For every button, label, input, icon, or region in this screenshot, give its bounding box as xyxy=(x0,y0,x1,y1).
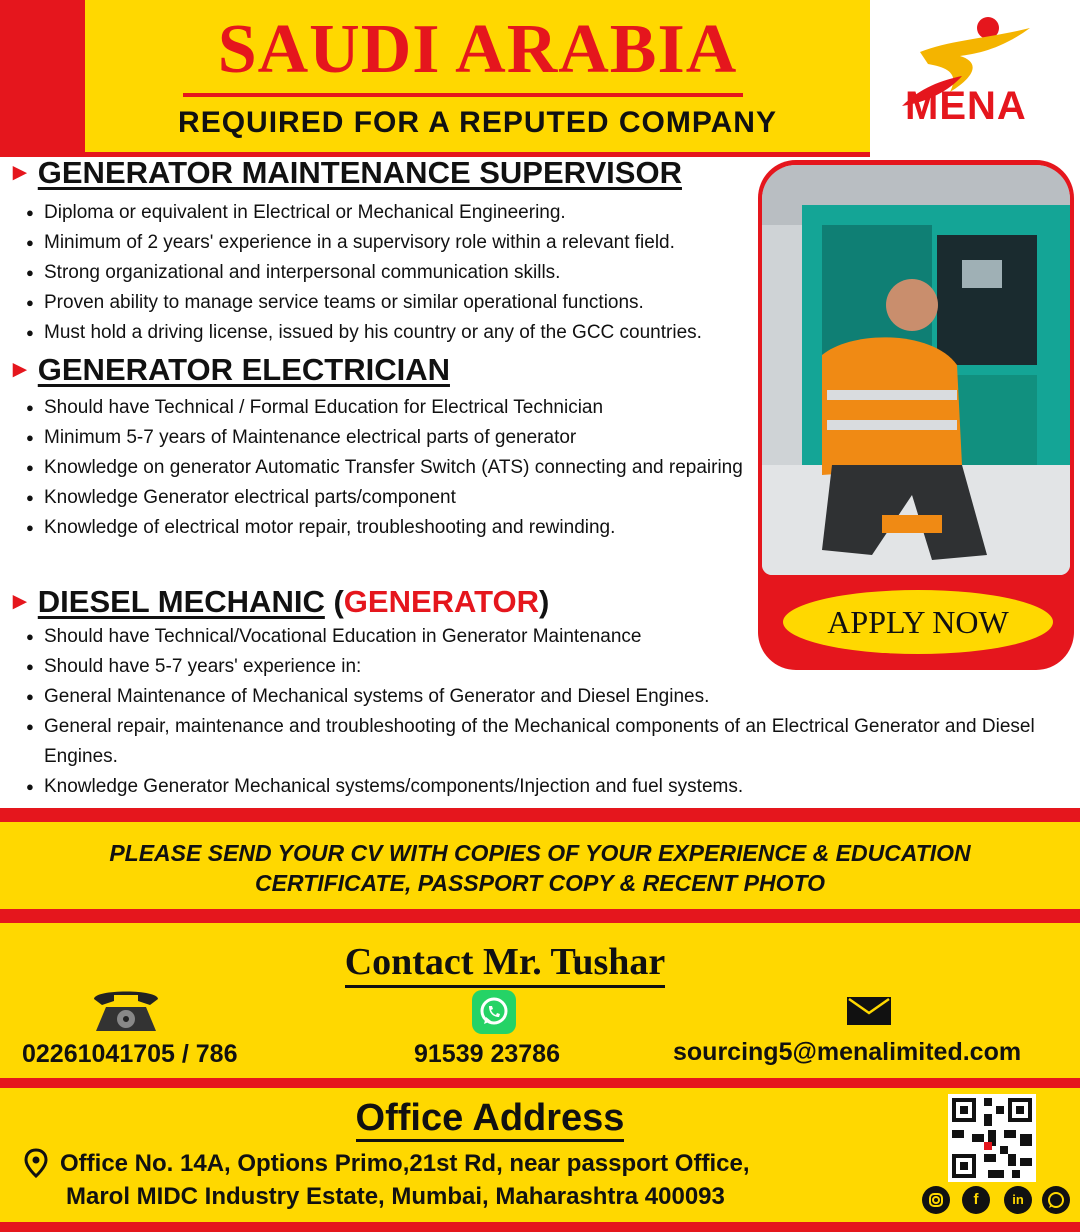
paren-close: ) xyxy=(539,584,550,619)
arrow-right-icon: ► xyxy=(8,159,32,186)
list-item: ● Knowledge on generator Automatic Transfer Switch (ATS) connecting and repairing xyxy=(26,453,746,483)
list-item: ● Minimum of 2 years' experience in a supervisory role within a relevant field. xyxy=(26,228,702,258)
envelope-icon xyxy=(846,996,892,1026)
supervisor-requirements xyxy=(26,198,702,348)
location-pin-icon xyxy=(24,1148,48,1178)
job-title-mechanic-highlight: GENERATOR xyxy=(343,584,539,619)
list-item: ● General repair, maintenance and troubleshooting of the Mechanical components of an Electrical Generator and Diesel Engines. xyxy=(26,712,1046,772)
arrow-right-icon: ► xyxy=(8,588,32,615)
generator-technician-photo xyxy=(762,165,1070,575)
page-subtitle: REQUIRED FOR A REPUTED COMPANY xyxy=(178,106,777,139)
office-address-line2: Marol MIDC Industry Estate, Mumbai, Maharashtra 400093 xyxy=(66,1183,725,1210)
office-title-text: Office Address xyxy=(356,1097,625,1142)
list-item: ● Should have Technical/Vocational Education in Generator Maintenance xyxy=(26,622,1046,652)
divider xyxy=(0,1078,1080,1088)
instagram-glyph-icon xyxy=(922,1186,950,1214)
divider xyxy=(0,909,1080,923)
contact-title xyxy=(0,940,1010,984)
list-item: ● Knowledge of electrical motor repair, troubleshooting and rewinding. xyxy=(26,513,746,543)
header-red-bar xyxy=(0,0,85,155)
office-address-line1: Office No. 14A, Options Primo,21st Rd, near passport Office, xyxy=(60,1150,750,1177)
footer-divider xyxy=(0,1222,1080,1232)
office-title xyxy=(0,1097,980,1140)
list-item: ● Diploma or equivalent in Electrical or Mechanical Engineering. xyxy=(26,198,702,228)
whatsapp-glyph-icon xyxy=(1042,1186,1070,1214)
job-title-mechanic xyxy=(8,584,549,620)
telephone-icon xyxy=(88,985,164,1035)
whatsapp-number[interactable]: 91539 23786 xyxy=(414,1040,560,1068)
instagram-icon[interactable] xyxy=(922,1186,950,1214)
cv-notice-line2: CERTIFICATE, PASSPORT COPY & RECENT PHOTO xyxy=(255,870,825,896)
divider xyxy=(0,808,1080,822)
list-item: ● Should have Technical / Formal Education for Electrical Technician xyxy=(26,393,746,423)
phone-number[interactable]: 02261041705 / 786 xyxy=(22,1040,238,1068)
job-title-mechanic-text: DIESEL MECHANIC xyxy=(37,584,325,619)
facebook-icon[interactable]: f xyxy=(962,1186,990,1214)
job-title-electrician xyxy=(8,352,450,388)
list-item: ● Knowledge Generator electrical parts/component xyxy=(26,483,746,513)
list-item: ● Must hold a driving license, issued by his country or any of the GCC countries. xyxy=(26,318,702,348)
arrow-right-icon: ► xyxy=(8,356,32,383)
job-title-supervisor xyxy=(8,155,682,191)
job-title-electrician-text: GENERATOR ELECTRICIAN xyxy=(37,352,450,387)
mena-logo-text: MENA xyxy=(905,84,1027,128)
list-item: ● Strong organizational and interpersonal communication skills. xyxy=(26,258,702,288)
apply-now-button[interactable]: APPLY NOW xyxy=(783,590,1053,654)
page-title: SAUDI ARABIA xyxy=(217,11,738,88)
contact-title-text: Contact Mr. Tushar xyxy=(345,941,666,988)
list-item: ● Minimum 5-7 years of Maintenance electrical parts of generator xyxy=(26,423,746,453)
cv-notice xyxy=(30,838,1050,898)
linkedin-icon[interactable]: in xyxy=(1004,1186,1032,1214)
qr-code-icon[interactable] xyxy=(948,1094,1036,1182)
whatsapp-icon xyxy=(472,990,516,1034)
title-underline xyxy=(183,93,743,97)
list-item: ● Should have 5-7 years' experience in: xyxy=(26,652,1046,682)
job-title-supervisor-text: GENERATOR MAINTENANCE SUPERVISOR xyxy=(37,155,682,190)
list-item: ● Knowledge Generator Mechanical systems/components/Injection and fuel systems. xyxy=(26,772,1046,802)
paren-open: ( xyxy=(333,584,344,619)
list-item: ● Proven ability to manage service teams or similar operational functions. xyxy=(26,288,702,318)
list-item: ● General Maintenance of Mechanical systems of Generator and Diesel Engines. xyxy=(26,682,1046,712)
cv-notice-line1: PLEASE SEND YOUR CV WITH COPIES OF YOUR EXPERIENCE & EDUCATION xyxy=(109,840,971,866)
email-address[interactable]: sourcing5@menalimited.com xyxy=(673,1038,1022,1066)
electrician-requirements xyxy=(26,393,746,543)
whatsapp-social-icon[interactable] xyxy=(1042,1186,1070,1214)
